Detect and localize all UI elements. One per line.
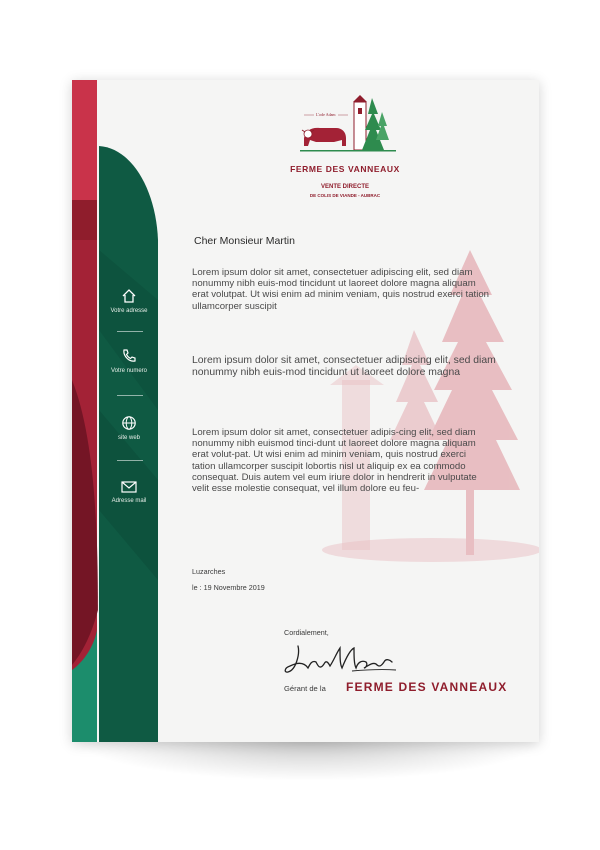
sidebar-item-label: Votre adresse	[110, 308, 148, 314]
sidebar-divider	[117, 460, 143, 461]
letter-date: le : 19 Novembre 2019	[192, 583, 265, 592]
globe-icon	[121, 415, 137, 431]
sidebar-divider	[117, 395, 143, 396]
brand-subtitle: VENTE DIRECTE	[320, 184, 369, 190]
handwritten-signature	[282, 640, 402, 680]
home-icon	[121, 288, 137, 304]
sidebar-item-label: Votre numero	[110, 368, 148, 374]
phone-icon	[121, 348, 137, 364]
letter-closing: Cordialement,	[284, 628, 329, 637]
letter-sheet	[72, 80, 539, 742]
signer-role: Gérant de la	[284, 684, 326, 693]
brand-subtitle-detail: DE COLIS DE VIANDE - AUBRAC	[309, 193, 381, 198]
sidebar-divider	[117, 331, 143, 332]
letter-paragraph: Lorem ipsum dolor sit amet, consectetuer adipiscing elit, sed diam nonummy nibh euis-mod tincidunt ut laoreet dolore magna aliquam erat volutpat. Ut wisi enim ad minim veniam, quis nostrud exerci tation ullamcorper suscipit	[192, 267, 489, 312]
brand-name: FERME DES VANNEAUX	[290, 164, 400, 174]
mail-icon	[121, 480, 137, 494]
sidebar-item-website	[98, 415, 160, 441]
sidebar-item-address	[98, 288, 160, 314]
signer-company: FERME DES VANNEAUX	[346, 680, 508, 694]
sidebar-item-email	[98, 480, 160, 504]
letter-place: Luzarches	[192, 567, 226, 576]
logo-tagline: L'ode Adam	[316, 112, 336, 117]
letter-paragraph: Lorem ipsum dolor sit amet, consectetuer adipis-cing elit, sed diam nonummy nibh euismod tinci-dunt ut laoreet dolore magna aliquam erat volut-pat. Ut wisi enim ad minim veniam, quis nostrud exerci tation ullamcorper suscipit lobortis nisl ut aliquip ex ea commodo consequat. Duis autem vel eum iriure dolor in hendrerit in vulputate velit esse molestie consequat, vel illum dolore eu feu-	[192, 427, 477, 495]
sidebar-item-label: Adresse mail	[111, 498, 147, 504]
letter-salutation: Cher Monsieur Martin	[194, 235, 295, 247]
letter-paragraph: Lorem ipsum dolor sit amet, consectetuer adipiscing elit, sed diam nonummy nibh euis-mod tincidunt ut laoreet dolore magna	[192, 355, 496, 378]
farm-logo	[298, 94, 398, 164]
sidebar-item-phone	[98, 348, 160, 374]
sidebar-item-label: site web	[117, 435, 140, 441]
